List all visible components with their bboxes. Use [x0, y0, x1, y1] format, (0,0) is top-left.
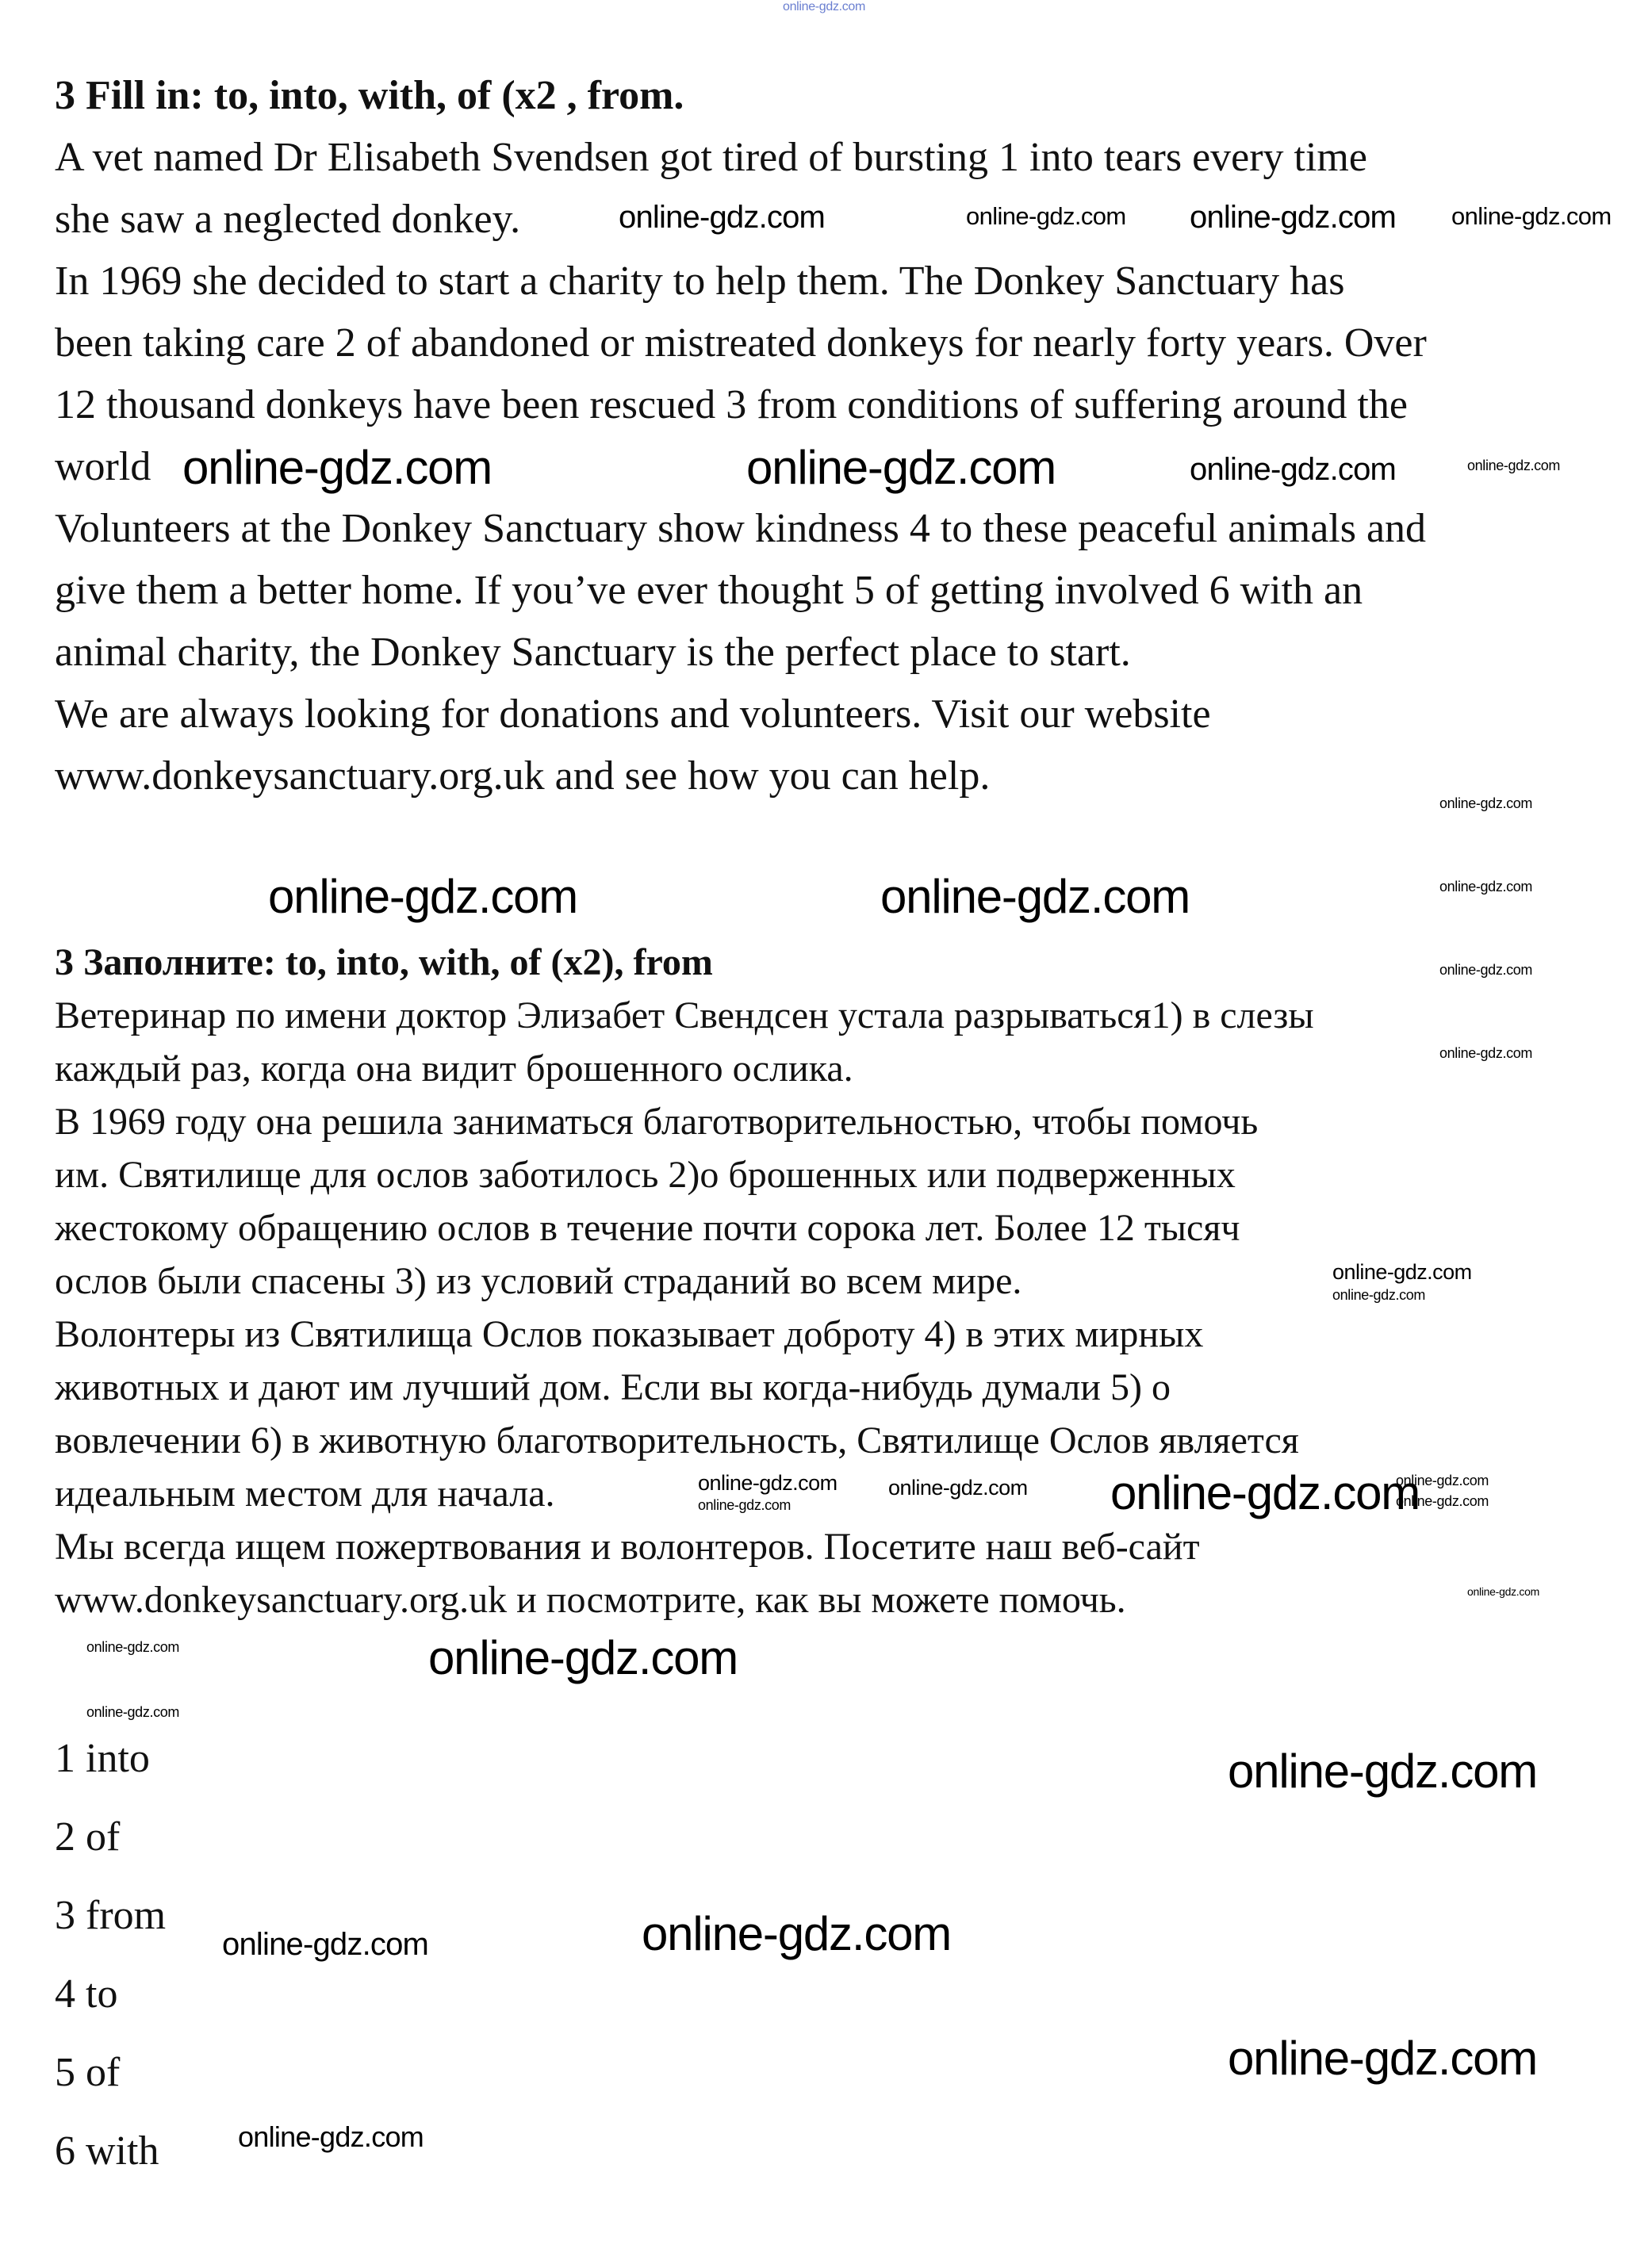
watermark: online-gdz.com: [1228, 2032, 1538, 2085]
watermark: online-gdz.com: [1110, 1466, 1420, 1519]
watermark: online-gdz.com: [880, 870, 1190, 923]
watermark: online-gdz.com: [783, 0, 866, 13]
watermark: online-gdz.com: [966, 202, 1126, 230]
english-title: 3 Fill in: to, into, with, of (x2 , from.: [55, 73, 684, 118]
answer-item: 5 of: [55, 2050, 121, 2095]
answer-item: 1 into: [55, 1736, 150, 1781]
answer-list: [55, 1719, 166, 2190]
english-line: www.donkeysanctuary.org.uk and see how you can help.: [55, 753, 991, 799]
english-line: In 1969 she decided to start a charity to help them. The Donkey Sanctuary has: [55, 259, 1345, 304]
watermark: online-gdz.com: [1228, 1745, 1538, 1798]
answer-item: 2 of: [55, 1814, 121, 1860]
watermark: online-gdz.com: [268, 870, 578, 923]
watermark: online-gdz.com: [238, 2120, 424, 2153]
watermark: online-gdz.com: [698, 1497, 792, 1513]
watermark: online-gdz.com: [1332, 1287, 1426, 1303]
english-exercise: [55, 65, 1427, 807]
watermark: online-gdz.com: [746, 441, 1056, 494]
english-line: she saw a neglected donkey.: [55, 197, 521, 242]
russian-line: им. Святилище для ослов заботилось 2)о брошенных или подверженных: [55, 1154, 1236, 1196]
watermark: online-gdz.com: [698, 1471, 837, 1495]
watermark: online-gdz.com: [1467, 458, 1561, 473]
english-line: animal charity, the Donkey Sanctuary is the perfect place to start.: [55, 630, 1131, 675]
watermark: online-gdz.com: [1439, 962, 1533, 978]
english-line: We are always looking for donations and volunteers. Visit our website: [55, 691, 1211, 737]
answer-item: 4 to: [55, 1971, 118, 2017]
russian-line: В 1969 году она решила заниматься благотворительностью, чтобы помочь: [55, 1101, 1259, 1143]
russian-line: вовлечении 6) в животную благотворительность, Святилище Ослов является: [55, 1419, 1299, 1461]
watermark: online-gdz.com: [1332, 1260, 1472, 1284]
russian-translation: [55, 936, 1314, 1626]
answer-item: 6 with: [55, 2128, 159, 2174]
watermark: online-gdz.com: [1439, 1045, 1533, 1061]
russian-line: жестокому обращению ослов в течение почти сорока лет. Более 12 тысяч: [55, 1207, 1240, 1249]
watermark: online-gdz.com: [182, 441, 493, 494]
watermark: online-gdz.com: [222, 1927, 429, 1962]
watermark: online-gdz.com: [1396, 1493, 1489, 1509]
english-line: A vet named Dr Elisabeth Svendsen got tired of bursting 1 into tears every time: [55, 135, 1367, 180]
watermark: online-gdz.com: [86, 1639, 180, 1655]
watermark: online-gdz.com: [1451, 202, 1612, 230]
russian-line: ослов были спасены 3) из условий страданий во всем мире.: [55, 1260, 1022, 1302]
watermark: online-gdz.com: [428, 1631, 738, 1684]
watermark: online-gdz.com: [619, 200, 826, 235]
russian-line: животных и дают им лучший дом. Если вы когда-нибудь думали 5) о: [55, 1366, 1171, 1408]
watermark: online-gdz.com: [1190, 200, 1397, 235]
watermark: online-gdz.com: [642, 1907, 952, 1960]
english-line: been taking care 2 of abandoned or mistreated donkeys for nearly forty years. Over: [55, 320, 1427, 366]
watermark: online-gdz.com: [1439, 879, 1533, 894]
watermark: online-gdz.com: [86, 1704, 180, 1720]
watermark: online-gdz.com: [888, 1476, 1028, 1500]
russian-line: www.donkeysanctuary.org.uk и посмотрите, как вы можете помочь.: [55, 1579, 1126, 1621]
english-line: 12 thousand donkeys have been rescued 3 from conditions of suffering around the: [55, 382, 1408, 427]
watermark: online-gdz.com: [1467, 1585, 1540, 1598]
watermark: online-gdz.com: [1439, 795, 1533, 811]
watermark: online-gdz.com: [1190, 452, 1397, 487]
english-line: give them a better home. If you’ve ever thought 5 of getting involved 6 with an: [55, 568, 1363, 613]
answer-item: 3 from: [55, 1893, 167, 1938]
english-line: Volunteers at the Donkey Sanctuary show kindness 4 to these peaceful animals and: [55, 506, 1427, 551]
russian-line: Мы всегда ищем пожертвования и волонтеров. Посетите наш веб-сайт: [55, 1526, 1200, 1568]
russian-line: Волонтеры из Святилища Ослов показывает доброту 4) в этих мирных: [55, 1313, 1204, 1355]
russian-title: 3 Заполните: to, into, with, of (x2), from: [55, 941, 713, 983]
russian-line: каждый раз, когда она видит брошенного ослика.: [55, 1048, 853, 1090]
watermark: online-gdz.com: [1396, 1473, 1489, 1488]
russian-line: Ветеринар по имени доктор Элизабет Свендсен устала разрываться1) в слезы: [55, 994, 1314, 1036]
english-line: world: [55, 444, 151, 489]
russian-line: идеальным местом для начала.: [55, 1473, 555, 1515]
